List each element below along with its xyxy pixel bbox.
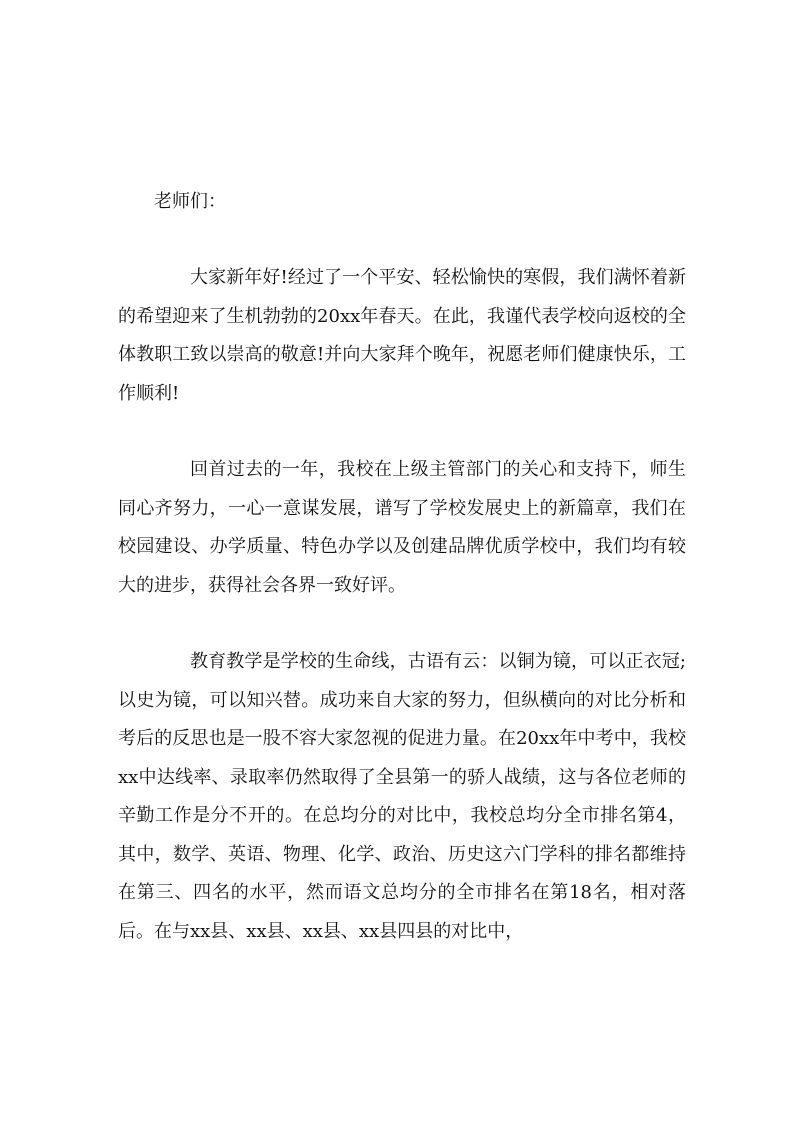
salutation: 老师们：: [154, 191, 226, 212]
paragraph-year-review: 回首过去的一年，我校在上级主管部门的关心和支持下，师生同心齐努力，一心一意谋发展，谱写了学校发展史上的新篇章，我们在校园建设、办学质量、特色办学以及创建品牌优质学校中，我们均有较大的进步，获得社会各界一致好评。: [118, 459, 686, 596]
paragraph-new-year-greeting: 大家新年好!经过了一个平安、轻松愉快的寒假，我们满怀着新的希望迎来了生机勃勃的20xx年春天。在此，我谨代表学校向返校的全体教职工致以崇高的敬意!并向大家拜个晚年，祝愿老师们健康快乐，工作顺利!: [118, 267, 686, 404]
paragraph-teaching-analysis: 教育教学是学校的生命线，古语有云：以铜为镜，可以正衣冠;以史为镜，可以知兴替。成功来自大家的努力，但纵横向的对比分析和考后的反思也是一股不容大家忽视的促进力量。在20xx年中考中，我校xx中达线率、录取率仍然取得了全县第一的骄人战绩，这与各位老师的辛勤工作是分不开的。在总均分的对比中，我校总均分全市排名第4，其中，数学、英语、物理、化学、政治、历史这六门学科的排名都维持在第三、四名的水平，然而语文总均分的全市排名在第18名，相对落后。在与xx县、xx县、xx县、xx县四县的对比中，: [118, 651, 686, 942]
document-body: [118, 183, 686, 951]
